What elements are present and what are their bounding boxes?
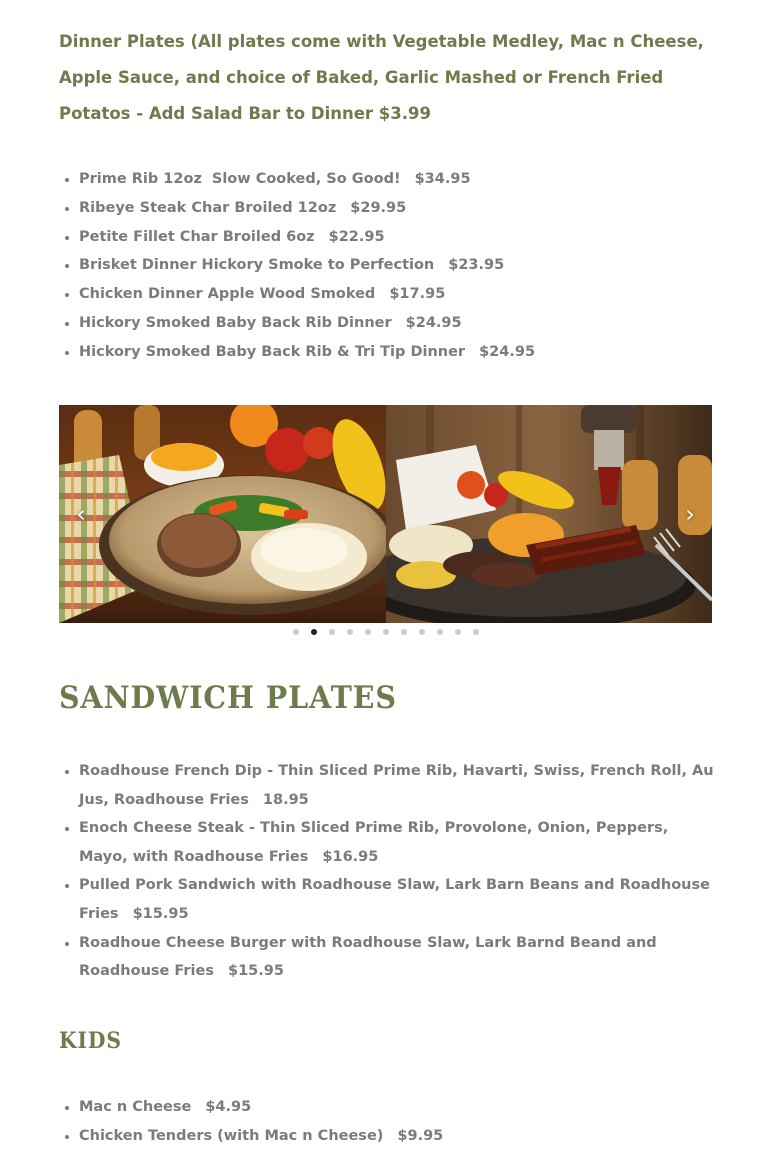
carousel-dot-11[interactable] — [473, 629, 479, 635]
list-item: • Chicken Dinner Apple Wood Smoked $17.95 — [79, 280, 719, 309]
list-item: • Chicken Tenders (with Mac n Cheese) $9.95 — [79, 1122, 719, 1151]
kids-list — [59, 1093, 719, 1151]
sandwich-plates-title: SANDWICH PLATES — [59, 680, 397, 716]
food-photo-carousel[interactable] — [59, 405, 712, 623]
sandwich-plates-list — [59, 757, 719, 986]
carousel-dot-9[interactable] — [437, 629, 443, 635]
carousel-pagination — [59, 629, 712, 639]
steak-plate-photo — [59, 405, 386, 623]
dinner-plates-heading: Dinner Plates (All plates come with Vegetable Medley, Mac n Cheese, Apple Sauce, and choice of Baked, Garlic Mashed or French Fried Potatos - Add Salad Bar to Dinner $3.99 — [59, 32, 704, 123]
list-item: • Roadhoue Cheese Burger with Roadhouse Slaw, Lark Barnd Beand and Roadhouse Fries $15.95 — [79, 929, 719, 986]
list-item: • Petite Fillet Char Broiled 6oz $22.95 — [79, 223, 719, 252]
chevron-right-icon[interactable]: › — [685, 500, 695, 528]
carousel-slide-ribs-plate — [386, 405, 712, 623]
dinner-plates-list — [59, 165, 719, 367]
list-item: • Roadhouse French Dip - Thin Sliced Prime Rib, Havarti, Swiss, French Roll, Au Jus, Roadhouse Fries 18.95 — [79, 757, 719, 814]
carousel-dot-3[interactable] — [329, 629, 335, 635]
list-item: • Hickory Smoked Baby Back Rib Dinner $24.95 — [79, 309, 719, 338]
list-item: • Mac n Cheese $4.95 — [79, 1093, 719, 1122]
carousel-dot-5[interactable] — [365, 629, 371, 635]
ribs-plate-photo — [386, 405, 712, 623]
list-item: • Enoch Cheese Steak - Thin Sliced Prime Rib, Provolone, Onion, Peppers, Mayo, with Roadhouse Fries $16.95 — [79, 814, 719, 871]
list-item: • Ribeye Steak Char Broiled 12oz $29.95 — [79, 194, 719, 223]
carousel-dot-4[interactable] — [347, 629, 353, 635]
carousel-dot-1[interactable] — [293, 629, 299, 635]
list-item: • Hickory Smoked Baby Back Rib & Tri Tip Dinner $24.95 — [79, 338, 719, 367]
carousel-slide-steak-plate — [59, 405, 386, 623]
kids-title: KIDS — [59, 1028, 122, 1054]
carousel-dot-2[interactable] — [311, 629, 317, 635]
list-item: • Prime Rib 12oz Slow Cooked, So Good! $34.95 — [79, 165, 719, 194]
list-item: • Pulled Pork Sandwich with Roadhouse Slaw, Lark Barn Beans and Roadhouse Fries $15.95 — [79, 871, 719, 928]
carousel-dot-6[interactable] — [383, 629, 389, 635]
list-item: • Brisket Dinner Hickory Smoke to Perfection $23.95 — [79, 251, 719, 280]
chevron-left-icon[interactable]: ‹ — [76, 500, 86, 528]
carousel-dot-10[interactable] — [455, 629, 461, 635]
carousel-dot-8[interactable] — [419, 629, 425, 635]
carousel-dot-7[interactable] — [401, 629, 407, 635]
